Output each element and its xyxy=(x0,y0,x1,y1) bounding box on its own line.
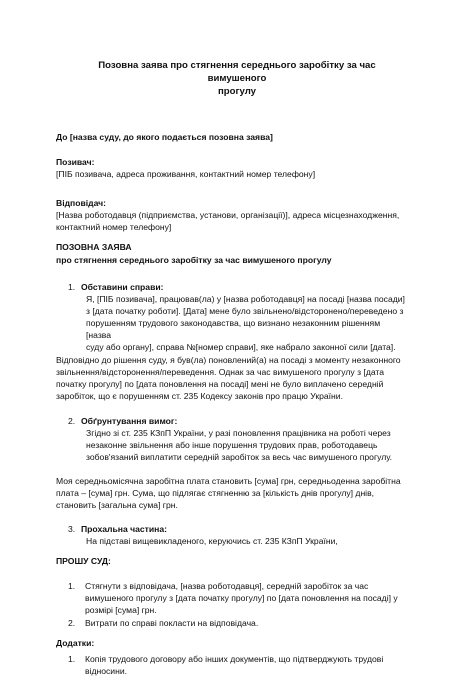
request-line: розмірі [сума] грн. xyxy=(85,605,157,615)
document-title xyxy=(75,59,399,98)
body-line: Я, [ПІБ позивача], працював(ла) у [назва роботодавця] на посаді [назва посади] xyxy=(86,294,405,304)
paragraph-after-circumstances xyxy=(56,354,436,402)
paragraph-line: плата – [сума] грн. Сума, що підлягає стягненню за [кількість днів прогулу] днів, xyxy=(56,488,375,498)
paragraph-line: заробіток, що є порушенням ст. 235 Кодексу законів про працю України. xyxy=(56,391,343,401)
body-line: суду або органу], справа №[номер справи], яке набрало законної сили [дата]. xyxy=(86,342,396,352)
court-line: До [назва суду, до якого подається позовна заява] xyxy=(56,132,273,142)
body-line: Згідно зі ст. 235 КЗпП України, у разі поновлення працівника на роботі через xyxy=(86,428,391,438)
paragraph-line: звільнення/відсторонення/переведення. Однак за час вимушеного прогулу з [дата xyxy=(56,367,385,377)
attachment-item-text xyxy=(85,653,407,677)
section-number: 1. xyxy=(68,282,76,292)
request-line: Витрати по справі покласти на відповідача. xyxy=(85,618,259,628)
section-heading: Обставини справи: xyxy=(81,282,164,292)
plaintiff-line: [ПІБ позивача, адреса проживання, контактний номер телефону] xyxy=(56,169,316,179)
body-line: порушенням трудового законодавства, що визнано незаконним рішенням [назва xyxy=(86,318,381,340)
section-heading: Обґрунтування вимог: xyxy=(81,416,178,426)
request-item-text xyxy=(85,580,407,616)
attachment-line: Копія трудового договору або інших документів, що підтверджують трудові xyxy=(85,654,384,664)
claim-subheading: про стягнення середнього заробітку за час вимушеного прогулу xyxy=(56,255,332,265)
defendant-label: Відповідач: xyxy=(56,198,107,208)
paragraph-line: Відповідно до рішення суду, я був(ла) поновлений(а) на посаді з моменту незаконного xyxy=(56,355,401,365)
attachment-line: відносини. xyxy=(85,666,128,676)
request-item-number: 1. xyxy=(68,581,76,591)
section-number: 2. xyxy=(68,416,76,426)
section-body xyxy=(86,293,406,353)
attachment-item-number: 1. xyxy=(68,654,76,664)
paragraph-line: становить [загальна сума] грн. xyxy=(56,500,178,510)
body-line: з [дата початку роботи]. [Дата] мене було звільнено/відсторонено/переведено з xyxy=(86,306,404,316)
claim-heading: ПОЗОВНА ЗАЯВА xyxy=(56,242,132,252)
defendant-line: контактний номер телефону] xyxy=(56,222,172,232)
request-line: вимушеного прогулу з [дата початку прогулу] по [дата поновлення на посаді] у xyxy=(85,593,398,603)
request-item-text xyxy=(85,617,407,629)
request-heading: ПРОШУ СУД: xyxy=(56,556,111,566)
paragraph-line: Моя середньомісячна заробітна плата становить [сума] грн, середньоденна заробітна xyxy=(56,476,401,486)
request-item-number: 2. xyxy=(68,618,76,628)
section-heading: Прохальна частина: xyxy=(81,524,167,534)
defendant-block xyxy=(56,197,436,233)
body-line: зобов'язаний виплатити середній заробіток за весь час вимушеного прогулу. xyxy=(86,452,393,462)
plaintiff-label: Позивач: xyxy=(56,157,95,167)
defendant-line: [Назва роботодавця (підприємства, установи, організації)], адреса місцезнаходження, xyxy=(56,210,400,220)
body-line: незаконне звільнення або інше порушення трудових прав, роботодавець xyxy=(86,440,378,450)
section-body xyxy=(86,427,406,463)
title-line: Позовна заява про стягнення середнього заробітку за час вимушеного xyxy=(98,60,376,84)
section-body xyxy=(86,535,406,547)
request-line: Стягнути з відповідача, [назва роботодавця], середній заробіток за час xyxy=(85,581,369,591)
section-number: 3. xyxy=(68,524,76,534)
paragraph-line: початку прогулу] по [дата поновлення на посаді] мені не було виплачено середній xyxy=(56,379,384,389)
title-line: прогулу xyxy=(217,86,257,97)
plaintiff-block xyxy=(56,156,436,180)
attachments-heading: Додатки: xyxy=(56,638,95,648)
body-line: На підставі вищевикладеного, керуючись ст. 235 КЗпП України, xyxy=(86,536,338,546)
paragraph-after-grounds xyxy=(56,475,436,511)
